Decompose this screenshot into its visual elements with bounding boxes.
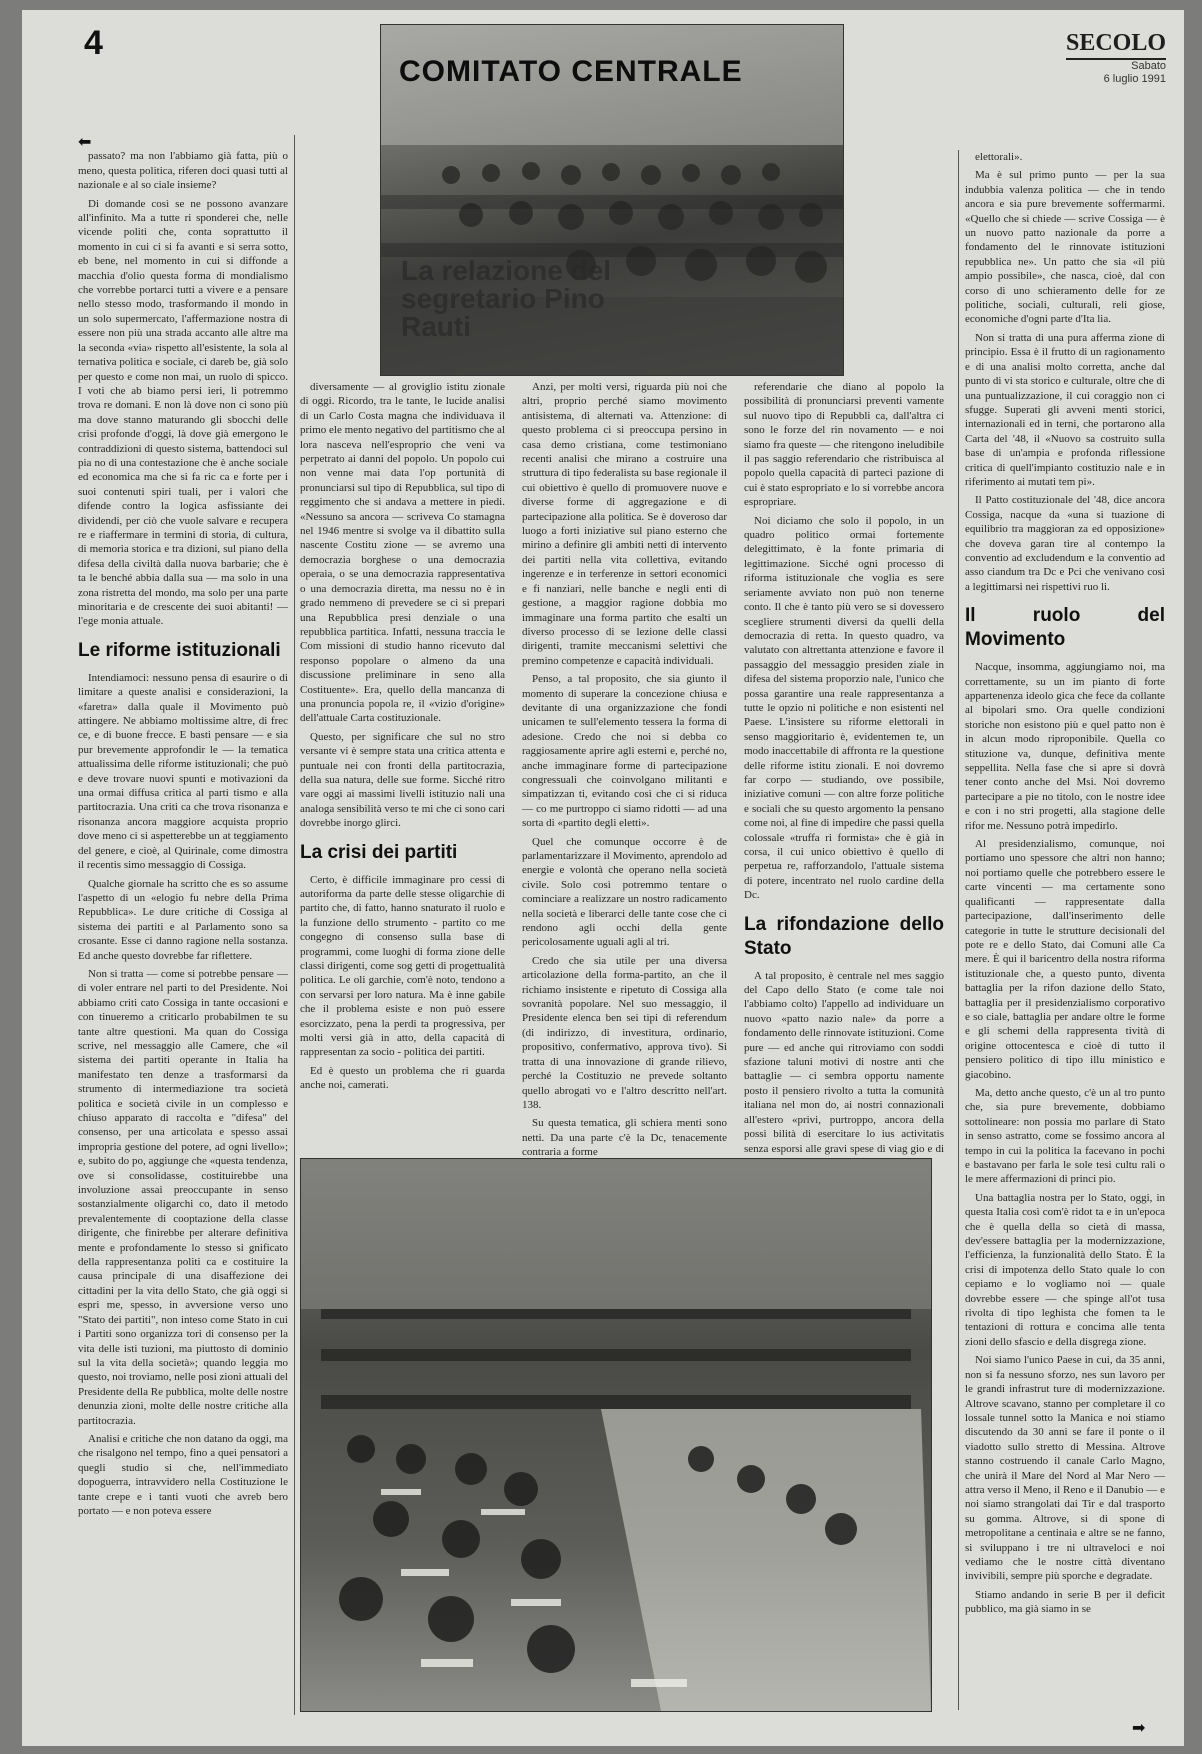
paragraph: elettorali». bbox=[975, 151, 1023, 163]
paragraph: Al presidenzialismo, comunque, noi portiamo uno spessore che altri non hanno; noi portiamo quelle che potrebbero essere le carte vincenti — ma certamente sono qualificanti — rappresentate dalla partecipazione, dall'inserimento delle categorie in tutte le strutture decisionali del pote re e dello Stato, dai Comuni alle Ca mere. È qui il baricentro della nostra riforma istituzionale che, a questo punto, diventa battaglia per la rifon dazione dello Stato, battaglia per il presidenzialismo corporativo e so ciale, battaglia per andare oltre le forme e gli schemi della rappresenta tività di origine ottocentesca e cioè di tutto il pensiero politico di tipo illu ministico e giacobino. bbox=[965, 838, 1165, 1081]
paragraph: Noi siamo l'unico Paese in cui, da 35 anni, non si fa nessuno sforzo, nes sun lavoro per le grandi infrastrut ture di modernizzazione. Altrove scavano, stanno per completare il co lossale tunnel sotto la Manica e noi stiamo discutendo da 30 anni se fare il ponte o il viadotto sullo stretto di Messina. Altrove stanno costruendo il canale Carlo Magno, che unirà il Mare del Nord al Mar Nero — attra verso il Meno, il Reno e il Danubio — e noi siamo strangolati dai Tir e dal trasporto su gomma. Altrove, si di spone di metropolitane a centinaia e altre se ne fanno, si sviluppano i tre ni ultraveloci e noi vediamo che le nostre città diventano invivibili, sempre più sporche e degradate. bbox=[965, 1354, 1165, 1583]
column-5 bbox=[958, 150, 1165, 1710]
assembly-hall-photo bbox=[301, 1159, 931, 1711]
paragraph: Ed è questo un problema che ri guarda anche noi, camerati. bbox=[300, 1064, 505, 1092]
paragraph: Ma, detto anche questo, c'è un al tro punto che, sia pure brevemente, dobbiamo sottolineare: non possia mo parlare di Stato in senso astratto, come se fossimo ancora al tempo in cui la politica la facevano in pochi e bastavano per farla le sole tesi cultu rali o le mere affermazioni di princi pio. bbox=[965, 1086, 1165, 1186]
photo-top bbox=[380, 24, 844, 376]
masthead bbox=[1046, 30, 1166, 86]
paragraph: Stiamo andando in serie B per il deficit pubblico, ma già siamo in se bbox=[965, 1588, 1165, 1616]
masthead-day: Sabato bbox=[1131, 60, 1166, 72]
paragraph: Qualche giornale ha scritto che es so assume l'aspetto di un «elogio fu nebre della Prima Repubblica». Le dure critiche di Cossiga al sistema dei partiti e al Parlamento sono sa crosante. Esse ci danno ragione nella sostanza. Ed anche questo dovrebbe far riflettere. bbox=[78, 877, 288, 962]
paragraph: Il Patto costituzionale del '48, dice ancora Cossiga, nacque da «una si tuazione di equilibrio tra maggioran za ed opposizione» che doveva garan tire al contempo la conventio ad excludendum e la conventio ad asso ciandum tra Dc e Pci che venivano così a legittimarsi nei rispettivi ruo li. bbox=[965, 494, 1165, 593]
column-2 bbox=[300, 380, 505, 1150]
section-heading: La rifondazione dello Stato bbox=[744, 913, 944, 959]
paragraph: Noi diciamo che solo il popolo, in un quadro politico ormai fortemente delegittimato, è la fonte primaria di legittimazione. Sicché ogni processo di riforma istituzionale che voglia es sere seriamente avviato non può non tenerne conto. Il che è tanto più vero se si dovessero scegliere strumenti diversi da quelli della democrazia di retta. In questo quadro, va valutato con altrettanta attenzione e favore il passaggio del messaggio presiden ziale in difesa del sistema proporzio nale, l'unico che possa garantire una reale rappresentanza a tutte le opzio ni politiche e non esistenti nel Paese. L'insistere su riforme elettorali in senso maggioritario è, evidentemen te, un modo inaccettabile di affronta re la questione delle riforme istitu zionali. E noi dovremo far corpo — studiando, ove possibile, iniziative comuni — con altre forze politiche e sociali che su questo argomento la pensano come noi, al fine di impedire che passi quella colossale «truffa ri formista» che è già in corsa, il cui unico obiettivo è quello di perpetua re, rafforzandolo, l'attuale sistema di potere, incentrato nel ruolo cardine della Dc. bbox=[744, 514, 944, 902]
paragraph: Di domande così se ne possono avanzare all'infinito. Ma a tutte ri sponderei che, nelle vicende politi che, conta soprattutto il momento in cui ci si fa avanti e si serra sotto, eb bene, nel momento in cui si diffonde a macchia d'olio questa forma di mondialismo che vorrebbe portarci tutti a vivere e a pensare nello stesso modo, trasformando il mondo in un solo supermercato, l'affermazione nostra di essere non più una strada accanto alle altre ma la seconda «via» rispetto all'esistente, la sola al ternativa politica e sociale, ci dareb be, già solo per questo e come non mai, un ruolo di spicco. I voti che ab biamo persi ieri, li potremmo trova re domani. E non là dove non ci sono più ma dove stanno maturando gli sbocchi delle crisi profonde d'oggi, là dove già emergono le contraddizioni di questo sistema, battendoci sul pia no di una contestazione che è anche sociale ed economica ma che si fa ric ca e forte per i suoi contenuti spiri tuali, per i valori che difende contro la logica asfissiante dei dividendi, per ciò che vuole salvare e recupera re e riaffermare in termini di storia, di cultura, di memoria storica e tra dizioni, sul piano della difesa della civiltà dalla nuova barbarie; che è ta le benché abbia dalla sua — ma solo in una zona ristretta del mondo, ma solo per una parte minoritaria e de crescente dei suoi abitanti! — l'ege monia attuale. bbox=[78, 197, 288, 628]
paragraph: Non si tratta — come si potrebbe pensare — di voler entrare nel parti to del Presidente. Noi abbiamo criti cato Cossiga in tante occasioni e con tinueremo a criticarlo probabilmen te su tante altre questioni. Ma quan do Cossiga scrive, nel messaggio alle Camere, che «il sistema dei partiti operante in Italia ha manifestato ten denze a trasformarsi da strumento di intermediazione tra società politica e società civile in un complesso e chiuso apparato di raccolta e "difesa" del consenso, per una articolata e spesso assai impropria gestione del potere, ad ogni livello»; e, subito do po, aggiunge che «questa tendenza, ove si consolidasse, costituirebbe una involuzione assai preoccupante in senso sostanzialmente oligarchi co, dato il metodo prevalentemente di cooptazione della classe dirigente, che finirebbe per alterare definitiva mente e profondamente lo stesso si gnificato della rappresentanza politi ca e costituire la causa principale di una disaffezione dei cittadini per la vita dello Stato, che già oggi si espri me, spesso, in avversione verso uno "Stato dei partiti", non inteso come Stato in cui i Partiti sono organizza tori di consenso per la vita delle isti tuzioni, ma piuttosto di dominio sul la vita della società»; quando leggia mo questo, noi troviamo, nelle posi zioni attuali del Presidente della Re pubblica, molte delle nostre denunzia zioni, molte delle nostre critiche alla partitocrazia. bbox=[78, 967, 288, 1427]
photo-bottom bbox=[300, 1158, 932, 1712]
section-heading: Le riforme istituzionali bbox=[78, 639, 281, 661]
photo-banner: COMITATO CENTRALE bbox=[399, 55, 743, 88]
paragraph: diversamente — al groviglio istitu zionale di oggi. Ricordo, tra le tante, le lucide analisi di un Carlo Costa magna che individuava il primo ele mento negativo del partitismo che al lora nasceva nell'esproprio che veni va perpetrato ai danni del popolo. Un popolo cui non venne mai data l'op portunità di pronunciarsi sul tipo di Repubblica, sul tipo di reggimento che si andava a mettere in piedi. «Nessuno sa ancora — scriveva Co stamagna nel 1946 mentre si svolge va il dibattito sulla nascente Costitu zione — se avremo una democrazia borghese o una democrazia operaia, o se una democrazia rappresentativa o una democrazia diretta, ma nessu no è in grado nemmeno di prevedere se ci si prepari una Repubblica presi denziale o una repubblica partitica. Infatti, nessuna traccia le Com missioni di studio hanno ricevuto dal responso popolare o almeno da una discussione preliminare in seno alla Costituente». Era, quello della mancanza di una pronuncia popola re, il «vizio d'origine» dell'attuale Carta costituzionale. bbox=[300, 381, 505, 725]
paragraph: Intendiamoci: nessuno pensa di esaurire o di limitare a queste analisi e considerazioni, la «faretra» dalla quale il Movimento può attingere. Ne abbiamo moltissime altre, di frec ce, e di buone frecce. E basti pensare — e sia pur brevemente approfondir le — la tematica attualissima delle riforme istituzionali; che può e deve trovare nuovi spunti e motivazioni da una ormai diffusa critica al parti tismo e alla partitocrazia. Una criti ca che trova risonanza e risonanza ancora maggiore acquista proprio dove meno ci si aspetterebbe un at teggiamento del genere, e cioè, al Quirinale, come dimostra il recentis simo messaggio di Cossiga. bbox=[78, 671, 288, 872]
paragraph: referendarie che diano al popolo la possibilità di pronunciarsi preventi vamente sul nuovo tipo di Repubbli ca, dall'altra ci sono le forze del rin novamento — e noi siamo fra queste — che ritengono ineludibile il pas saggio referendario che ristribuisca al popolo quella capacità di parteci pazione di cui è stato espropriato e lo si vorrebbe ancora espropriare. bbox=[744, 381, 944, 509]
masthead-brand: SECOLO bbox=[1066, 30, 1166, 60]
arrow-right-icon: ➡ bbox=[1132, 1718, 1146, 1737]
arrow-left-icon: ⬅ bbox=[78, 132, 92, 151]
column-3 bbox=[522, 380, 727, 1159]
paragraph: passato? ma non l'abbiamo già fatta, più o meno, questa politica, riferen doci quasi tutti al nazionale e al so ciale insieme? bbox=[78, 150, 288, 192]
paragraph: Certo, è difficile immaginare pro cessi di autoriforma da parte delle stesse oligarchie di partito che, di fatto, hanno snaturato il ruolo e la funzione dello strumento - partito co me congegno di consenso sulla base di programmi, come luoghi di forma zione delle classi dirigenti, come sog getti di progettualità politica. Le oli garchie, com'è noto, tendono a con servarsi per loro natura. Ma è inne gabile che il problema esiste e non può essere esorcizzato, pena la perdi ta progressiva, per molti versi già in atto, della capacità di rappresentan za socio - politica dei partiti. bbox=[300, 873, 505, 1059]
newspaper-page bbox=[22, 10, 1184, 1746]
page-number: 4 bbox=[84, 24, 103, 62]
section-heading: La crisi dei partiti bbox=[300, 841, 458, 863]
paragraph: Su questa tematica, gli schiera menti sono netti. Da una parte c'è la Dc, tenacemente contraria a forme bbox=[522, 1117, 727, 1159]
section-heading: Il ruolo del Movimento bbox=[965, 605, 1165, 651]
masthead-date: 6 luglio 1991 bbox=[1103, 73, 1166, 85]
paragraph: Nacque, insomma, aggiungiamo noi, ma correttamente, su un im pianto di forte appartenenza ideolo gica che fece da collante al bipolari smo. Ora quelle condizioni storiche non esistono più e quel patto non è in alcun modo riproponibile. Quella co stituzione va, dunque, definitiva mente seppellita. Nella fase che si apre si dovrà tener conto anche del Msi. Noi dovremo partecipare a pie no titolo, con le nostre idee e con i no stri progetti, alla stagione delle rifor me. Nessuno potrà impedirlo. bbox=[965, 661, 1165, 832]
photo-caption: La relazione del segretario Pino Rauti bbox=[401, 255, 612, 342]
paragraph: A tal proposito, è centrale nel mes saggio del Capo dello Stato (e come tale noi l'abbiamo colto) l'appello ad individuare un nuovo «patto nazio nale» da porre a fondamento delle rinnovate istituzioni. Come pure — ed anche qui ritroviamo con soddi sfazione taluni motivi di nostre anti che battaglie — ci sembra opportu namente posto il pensiero rivolto a tutta la comunità italiana nel mon do, ai nostri connazionali all'estero «privi, purtroppo, ancora della possi bilità di esercitare lo ius activitatis senza esporsi alle gravi spese di viag gio e di bbox=[744, 969, 944, 1155]
paragraph: Analisi e critiche che non datano da oggi, ma che risalgono nel tempo, fino a quei pensatori a quegli studio si che, nell'immediato dopoguerra, intravvidero nella Costituzione le tante crepe e i tanti vuoti che avreb bero portato — e non poteva essere bbox=[78, 1432, 288, 1517]
paragraph: Penso, a tal proposito, che sia giunto il momento di superare la concezione chiusa e devitante di una organizzazione che fondi unicamen te sull'elemento tessera la forma di adesione. Credo che noi si debba co raggiosamente aprire agli esterni e, perché no, anche immaginare forme di partecipazione congressuali che coinvolgano militanti e simpatizzan ti, evitando così che ci si riduca — co me purtroppo ci siamo ridotti — ad una sorta di «partito degli eletti». bbox=[522, 673, 727, 830]
paragraph: Questo, per significare che sul no stro versante vi è sempre stata una critica attenta e puntuale nei con fronti della partitocrazia, della sua natura, delle sue forme. Sicché ritro vare oggi ai massimi livelli istituzio nali una analoga sensibilità verso te mi che ci sono cari dovrebbe inorgo glirci. bbox=[300, 730, 505, 830]
paragraph: Anzi, per molti versi, riguarda più noi che altri, proprio perché siamo movimento antisistema, di alternati va. Attenzione: di questo problema ci si preoccupa persino in casa demo cristiana, come testimoniano recenti analisi che mirano a costruire una struttura di tipo federalista su base regionale il cui obiettivo è quello di promuovere nuove e diverse forme di aggregazione e di partecipazione alla politica. Se è doveroso dar luogo a forti iniziative sul piano esterno che mirino a definire gli ambiti netti di intervento dei partiti nella vita collettiva, evitando ingerenze e in terferenze in settori economici e fi nanziari, nelle banche e negli enti di gestione, a maggior ragione dobbia mo immaginare una forma partito che esalti un diverso processo di se lezione delle classi dirigenti, tramite meccanismi selettivi che premino competenze e capacità individuali. bbox=[522, 381, 727, 667]
paragraph: Credo che sia utile per una diversa articolazione della forma-partito, an che il richiamo insistente e ripetuto di Cossiga alla sovranità popolare. Nel suo messaggio, il Presidente elenca ben sei tipi di referendum (di indirizzo, di investitura, ordinario, propositivo, confermativo, approva tivo). Si tratta di una innovazione di grande rilievo, perché la Costituzio ne prevede soltanto quello abrogati vo e l'altro descritto nell'art. 138. bbox=[522, 954, 727, 1111]
column-1 bbox=[78, 132, 295, 1715]
paragraph: Una battaglia nostra per lo Stato, oggi, in questa Italia così com'è ridot ta e in un'epoca che è quella della so cietà di massa, dev'essere battaglia per la modernizzazione, l'efficienza, la funzionalità dello Stato. È la crisi di impotenza dello Stato quale lo con cepiamo e lo vogliamo noi — quale dovrebbe essere — che spinge all'ot tusa rivolta di tipo leghista che fomen ta le tentazioni di rottura e concima alle tenta zioni dello sfascio e della disgrega zione. bbox=[965, 1191, 1165, 1348]
paragraph: Non si tratta di una pura afferma zione di principio. Essa è il frutto di un ragionamento e di una analisi molto corretta, anche dal punto di vi sta storico e culturale, oltre che di una puntualizzazione, il cui coraggio non ci sfugge. Superati gli avveni menti storici, internazionali ed in terni, che portarono alla Carta del '48, il «Nuovo sa costruito sulla base di un'ampia e profonda riflessione critica di quell'impianto costituzio nale e in riferimento ai mutati tem pi». bbox=[965, 331, 1165, 488]
paragraph: Quel che comunque occorre è de parlamentarizzare il Movimento, aprendolo ad energie e volontà che operano nella società civile. Solo così potremmo tentare o cominciare a realizzare un nostro radicamento nella società e liberarci delle tante cose che ci rendono agli occhi della gente pericolosamente uguali agli al tri. bbox=[522, 835, 727, 949]
paragraph: Ma è sul primo punto — per la sua indubbia valenza politica — che in tendo ancora e sia pure brevemente soffermarmi. «Quello che si chiede — scrive Cossiga — è un nuovo patto nazionale da porre a fondamento del le rinnovate istituzioni repubblica ne». Un patto che sia «il più ampio possibile», che nasca, cioè, dal con corso di uno schieramento delle for ze politiche, sociali, culturali, reli giose, economiche d'ogni parte d'Ita lia. bbox=[965, 169, 1165, 326]
